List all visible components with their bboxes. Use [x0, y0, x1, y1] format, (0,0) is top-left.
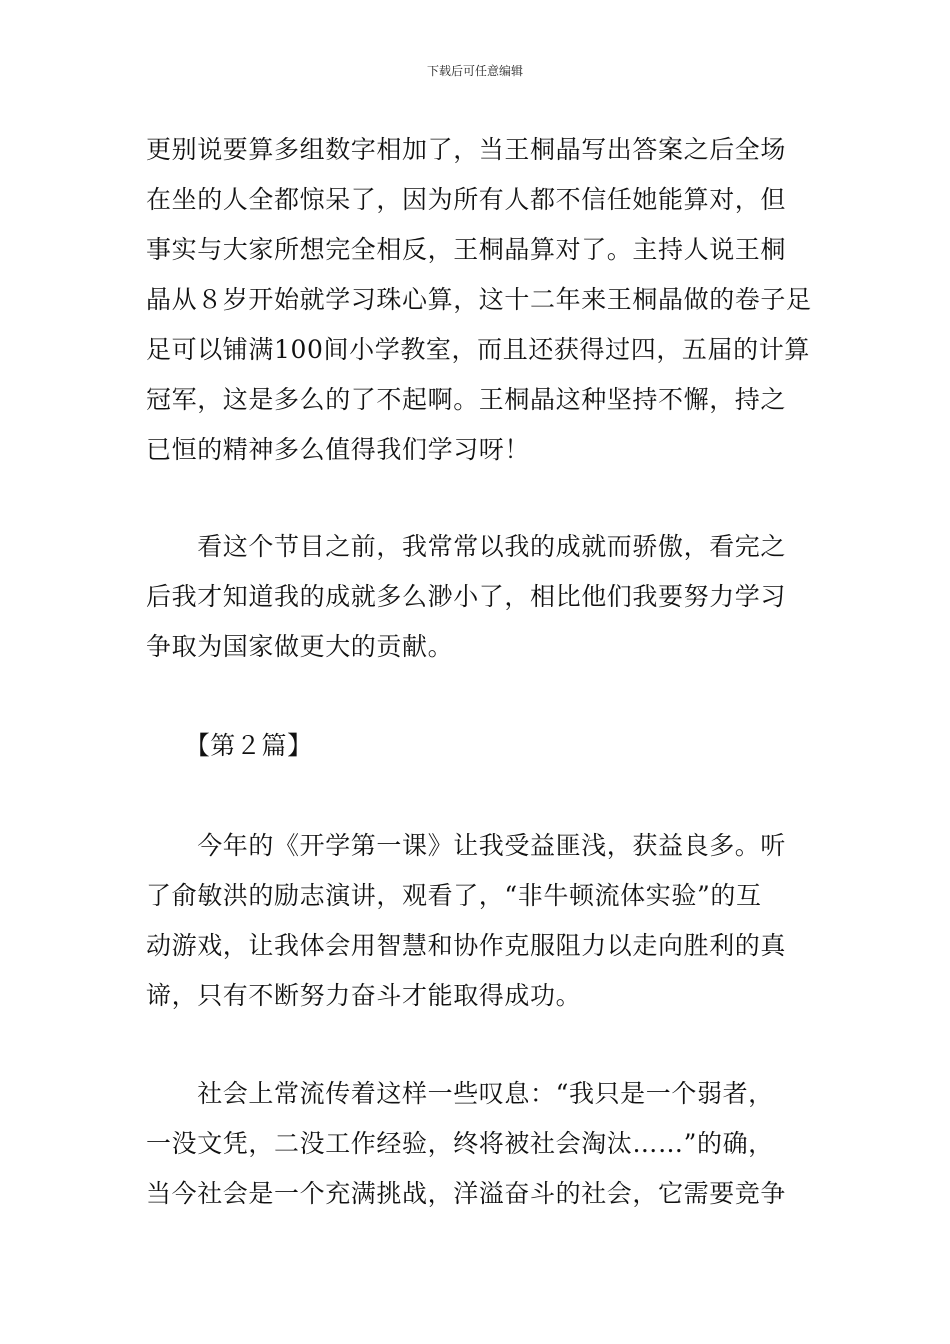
text-line: 已恒的精神多么值得我们学习呀！: [146, 435, 531, 464]
text-line: 足可以铺满100间小学教室，而且还获得过四，五届的计算: [146, 335, 810, 364]
text-line: 谛，只有不断努力奋斗才能取得成功。: [146, 981, 582, 1010]
text-line: 事实与大家所想完全相反，王桐晶算对了。主持人说王桐: [146, 235, 787, 264]
text-line: 争取为国家做更大的贡献。: [146, 632, 454, 661]
text-line: 当今社会是一个充满挑战，洋溢奋斗的社会，它需要竞争: [146, 1179, 787, 1208]
text-line: 冠军，这是多么的了不起啊。王桐晶这种坚持不懈，持之: [146, 385, 787, 414]
text-line: 动游戏，让我体会用智慧和协作克服阻力以走向胜利的真: [146, 931, 787, 960]
text-line: 晶从８岁开始就学习珠心算，这十二年来王桐晶做的卷子足: [146, 285, 812, 314]
text-line: 一没文凭，二没工作经验，终将被社会淘汰……”的确，: [146, 1129, 774, 1158]
text-line: 后我才知道我的成就多么渺小了，相比他们我要努力学习: [146, 582, 787, 611]
text-line: 今年的《开学第一课》让我受益匪浅，获益良多。听: [146, 831, 787, 860]
section-heading: 【第２篇】: [146, 731, 313, 760]
text-line: 看这个节目之前，我常常以我的成就而骄傲，看完之: [146, 532, 787, 561]
text-line: 社会上常流传着这样一些叹息：“我只是一个弱者，: [146, 1079, 774, 1108]
text-line: 更别说要算多组数字相加了，当王桐晶写出答案之后全场: [146, 135, 787, 164]
text-line: 在坐的人全都惊呆了，因为所有人都不信任她能算对，但: [146, 185, 787, 214]
text-line: 了俞敏洪的励志演讲，观看了，“非牛顿流体实验”的互: [146, 881, 762, 910]
page-header: 下载后可任意编辑: [426, 64, 523, 78]
